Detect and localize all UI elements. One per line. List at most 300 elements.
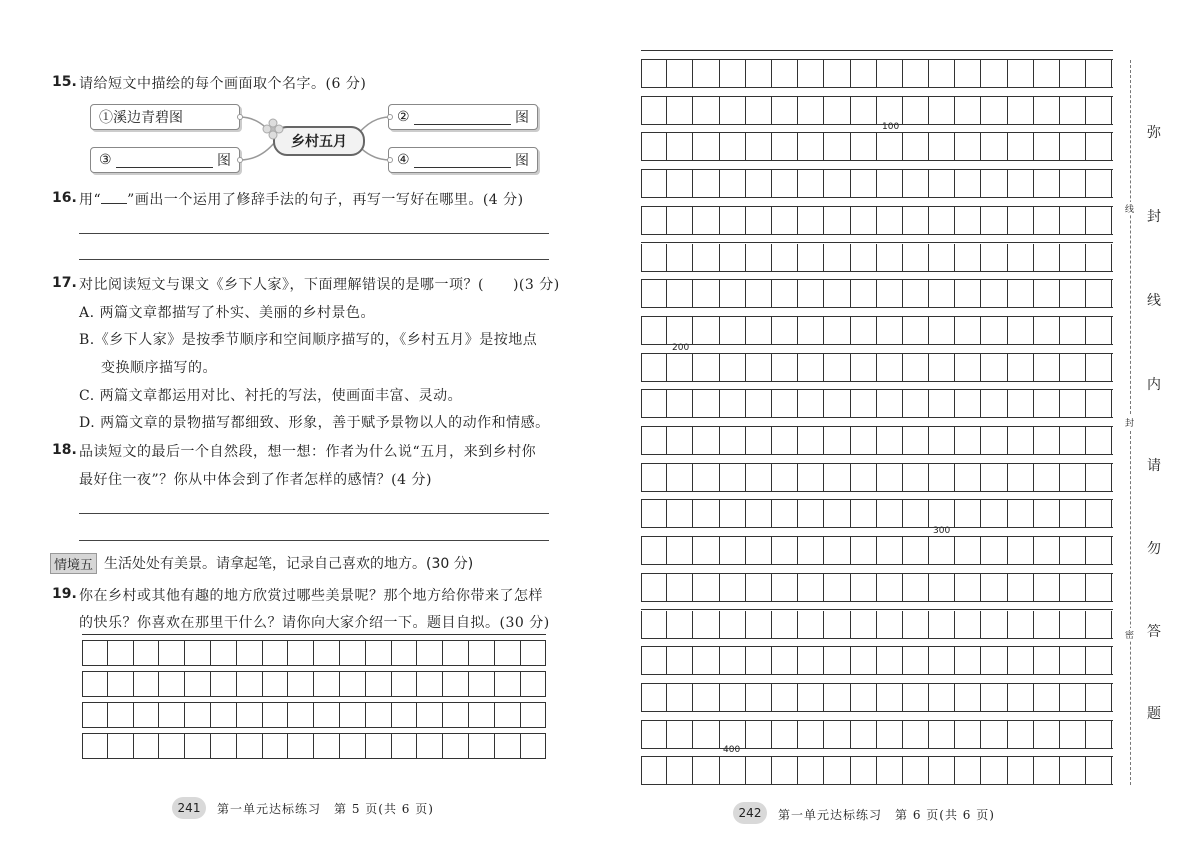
grid-cell[interactable] xyxy=(877,757,903,784)
grid-cell[interactable] xyxy=(693,317,719,344)
grid-cell[interactable] xyxy=(641,390,667,417)
grid-cell[interactable] xyxy=(82,641,108,665)
grid-cell[interactable] xyxy=(443,672,469,696)
grid-cell[interactable] xyxy=(641,427,667,454)
grid-cell[interactable] xyxy=(693,97,719,124)
grid-cell[interactable] xyxy=(851,721,877,748)
grid-cell[interactable] xyxy=(641,721,667,748)
grid-cell[interactable] xyxy=(1008,390,1034,417)
grid-cell[interactable] xyxy=(798,464,824,491)
grid-cell[interactable] xyxy=(981,537,1007,564)
grid-cell[interactable] xyxy=(877,280,903,307)
grid-cell[interactable] xyxy=(746,170,772,197)
grid-cell[interactable] xyxy=(1008,60,1034,87)
grid-cell[interactable] xyxy=(824,207,850,234)
grid-cell[interactable] xyxy=(824,390,850,417)
grid-cell[interactable] xyxy=(720,97,746,124)
grid-cell[interactable] xyxy=(495,734,521,758)
grid-cell[interactable] xyxy=(955,354,981,381)
grid-cell[interactable] xyxy=(667,354,693,381)
grid-cell[interactable] xyxy=(955,207,981,234)
grid-cell[interactable] xyxy=(929,170,955,197)
grid-cell[interactable] xyxy=(1060,207,1086,234)
grid-cell[interactable] xyxy=(720,757,746,784)
grid-cell[interactable] xyxy=(667,611,693,638)
grid-cell[interactable] xyxy=(1008,170,1034,197)
answer-blank-3[interactable] xyxy=(116,153,213,168)
grid-cell[interactable] xyxy=(903,97,929,124)
grid-cell[interactable] xyxy=(981,647,1007,674)
grid-cell[interactable] xyxy=(955,244,981,271)
grid-cell[interactable] xyxy=(903,537,929,564)
grid-cell[interactable] xyxy=(1060,317,1086,344)
grid-cell[interactable] xyxy=(929,611,955,638)
grid-cell[interactable] xyxy=(641,647,667,674)
grid-cell[interactable] xyxy=(798,611,824,638)
grid-cell[interactable] xyxy=(981,390,1007,417)
grid-cell[interactable] xyxy=(469,703,495,727)
grid-cell[interactable] xyxy=(981,721,1007,748)
grid-cell[interactable] xyxy=(772,574,798,601)
grid-cell[interactable] xyxy=(746,500,772,527)
grid-cell[interactable] xyxy=(1008,721,1034,748)
grid-cell[interactable] xyxy=(720,207,746,234)
grid-cell[interactable] xyxy=(108,703,134,727)
grid-cell[interactable] xyxy=(392,672,418,696)
grid-cell[interactable] xyxy=(720,170,746,197)
grid-cell[interactable] xyxy=(798,207,824,234)
grid-cell[interactable] xyxy=(641,244,667,271)
grid-cell[interactable] xyxy=(877,317,903,344)
grid-cell[interactable] xyxy=(134,672,160,696)
grid-cell[interactable] xyxy=(693,427,719,454)
grid-cell[interactable] xyxy=(746,464,772,491)
grid-cell[interactable] xyxy=(667,427,693,454)
grid-cell[interactable] xyxy=(340,672,366,696)
grid-cell[interactable] xyxy=(667,574,693,601)
grid-cell[interactable] xyxy=(1008,354,1034,381)
grid-cell[interactable] xyxy=(693,500,719,527)
grid-cell[interactable] xyxy=(1034,317,1060,344)
grid-cell[interactable] xyxy=(824,97,850,124)
grid-cell[interactable] xyxy=(981,354,1007,381)
grid-cell[interactable] xyxy=(720,464,746,491)
grid-cell[interactable] xyxy=(903,280,929,307)
grid-cell[interactable] xyxy=(263,672,289,696)
grid-cell[interactable] xyxy=(929,244,955,271)
grid-cell[interactable] xyxy=(720,280,746,307)
grid-cell[interactable] xyxy=(469,672,495,696)
answer-line[interactable] xyxy=(79,540,549,541)
grid-cell[interactable] xyxy=(746,244,772,271)
grid-cell[interactable] xyxy=(1086,574,1112,601)
grid-cell[interactable] xyxy=(1034,280,1060,307)
grid-cell[interactable] xyxy=(1060,647,1086,674)
grid-cell[interactable] xyxy=(1008,647,1034,674)
grid-cell[interactable] xyxy=(1086,280,1112,307)
grid-cell[interactable] xyxy=(903,721,929,748)
grid-cell[interactable] xyxy=(693,574,719,601)
grid-cell[interactable] xyxy=(877,170,903,197)
grid-cell[interactable] xyxy=(877,427,903,454)
grid-cell[interactable] xyxy=(746,647,772,674)
grid-cell[interactable] xyxy=(824,500,850,527)
grid-cell[interactable] xyxy=(981,280,1007,307)
grid-cell[interactable] xyxy=(1060,500,1086,527)
grid-cell[interactable] xyxy=(798,280,824,307)
grid-cell[interactable] xyxy=(824,427,850,454)
grid-cell[interactable] xyxy=(798,170,824,197)
grid-cell[interactable] xyxy=(720,317,746,344)
grid-cell[interactable] xyxy=(929,133,955,160)
grid-cell[interactable] xyxy=(877,97,903,124)
grid-cell[interactable] xyxy=(772,611,798,638)
grid-cell[interactable] xyxy=(693,244,719,271)
grid-cell[interactable] xyxy=(1008,244,1034,271)
grid-cell[interactable] xyxy=(746,97,772,124)
grid-cell[interactable] xyxy=(929,757,955,784)
grid-cell[interactable] xyxy=(824,537,850,564)
grid-cell[interactable] xyxy=(1008,133,1034,160)
grid-cell[interactable] xyxy=(641,60,667,87)
grid-cell[interactable] xyxy=(981,757,1007,784)
grid-cell[interactable] xyxy=(1008,317,1034,344)
grid-cell[interactable] xyxy=(798,721,824,748)
grid-cell[interactable] xyxy=(955,721,981,748)
grid-cell[interactable] xyxy=(955,317,981,344)
grid-cell[interactable] xyxy=(720,60,746,87)
grid-cell[interactable] xyxy=(667,280,693,307)
grid-cell[interactable] xyxy=(746,537,772,564)
answer-box-2[interactable] xyxy=(388,104,538,130)
grid-cell[interactable] xyxy=(693,60,719,87)
grid-cell[interactable] xyxy=(720,574,746,601)
grid-cell[interactable] xyxy=(929,647,955,674)
grid-cell[interactable] xyxy=(134,734,160,758)
grid-cell[interactable] xyxy=(981,427,1007,454)
grid-cell[interactable] xyxy=(693,390,719,417)
grid-cell[interactable] xyxy=(1060,133,1086,160)
grid-cell[interactable] xyxy=(877,354,903,381)
grid-cell[interactable] xyxy=(772,170,798,197)
grid-cell[interactable] xyxy=(903,684,929,711)
grid-cell[interactable] xyxy=(746,611,772,638)
grid-cell[interactable] xyxy=(824,280,850,307)
grid-cell[interactable] xyxy=(746,684,772,711)
grid-cell[interactable] xyxy=(641,464,667,491)
grid-cell[interactable] xyxy=(392,641,418,665)
grid-cell[interactable] xyxy=(798,133,824,160)
grid-cell[interactable] xyxy=(903,60,929,87)
grid-cell[interactable] xyxy=(521,734,547,758)
grid-cell[interactable] xyxy=(851,611,877,638)
grid-cell[interactable] xyxy=(1060,244,1086,271)
grid-cell[interactable] xyxy=(798,244,824,271)
grid-cell[interactable] xyxy=(981,611,1007,638)
grid-cell[interactable] xyxy=(417,672,443,696)
grid-cell[interactable] xyxy=(159,641,185,665)
grid-cell[interactable] xyxy=(877,647,903,674)
grid-cell[interactable] xyxy=(1086,464,1112,491)
grid-cell[interactable] xyxy=(1060,537,1086,564)
grid-cell[interactable] xyxy=(211,672,237,696)
grid-cell[interactable] xyxy=(340,703,366,727)
grid-cell[interactable] xyxy=(1008,684,1034,711)
grid-cell[interactable] xyxy=(1060,427,1086,454)
grid-cell[interactable] xyxy=(1060,97,1086,124)
grid-cell[interactable] xyxy=(903,133,929,160)
grid-cell[interactable] xyxy=(981,207,1007,234)
grid-cell[interactable] xyxy=(955,97,981,124)
grid-cell[interactable] xyxy=(108,672,134,696)
grid-cell[interactable] xyxy=(1086,721,1112,748)
grid-cell[interactable] xyxy=(955,684,981,711)
grid-cell[interactable] xyxy=(903,207,929,234)
grid-cell[interactable] xyxy=(1060,721,1086,748)
grid-cell[interactable] xyxy=(720,354,746,381)
grid-cell[interactable] xyxy=(955,537,981,564)
grid-cell[interactable] xyxy=(798,684,824,711)
grid-cell[interactable] xyxy=(772,647,798,674)
grid-cell[interactable] xyxy=(824,244,850,271)
grid-cell[interactable] xyxy=(237,703,263,727)
grid-cell[interactable] xyxy=(877,60,903,87)
grid-cell[interactable] xyxy=(211,734,237,758)
grid-cell[interactable] xyxy=(772,354,798,381)
grid-cell[interactable] xyxy=(1034,647,1060,674)
grid-cell[interactable] xyxy=(1034,427,1060,454)
grid-cell[interactable] xyxy=(288,703,314,727)
grid-cell[interactable] xyxy=(667,244,693,271)
grid-cell[interactable] xyxy=(720,244,746,271)
grid-cell[interactable] xyxy=(903,647,929,674)
grid-cell[interactable] xyxy=(772,721,798,748)
grid-cell[interactable] xyxy=(1008,464,1034,491)
grid-cell[interactable] xyxy=(667,500,693,527)
grid-cell[interactable] xyxy=(1086,207,1112,234)
grid-cell[interactable] xyxy=(1086,500,1112,527)
grid-cell[interactable] xyxy=(772,207,798,234)
grid-cell[interactable] xyxy=(720,611,746,638)
grid-cell[interactable] xyxy=(288,672,314,696)
grid-cell[interactable] xyxy=(1034,684,1060,711)
grid-cell[interactable] xyxy=(877,574,903,601)
grid-cell[interactable] xyxy=(981,244,1007,271)
answer-line[interactable] xyxy=(79,259,549,260)
grid-cell[interactable] xyxy=(772,500,798,527)
grid-cell[interactable] xyxy=(1060,757,1086,784)
grid-cell[interactable] xyxy=(903,757,929,784)
grid-cell[interactable] xyxy=(185,703,211,727)
grid-cell[interactable] xyxy=(720,647,746,674)
grid-cell[interactable] xyxy=(955,60,981,87)
grid-cell[interactable] xyxy=(929,721,955,748)
grid-cell[interactable] xyxy=(237,641,263,665)
grid-cell[interactable] xyxy=(1086,60,1112,87)
grid-cell[interactable] xyxy=(851,464,877,491)
grid-cell[interactable] xyxy=(772,97,798,124)
grid-cell[interactable] xyxy=(955,280,981,307)
grid-cell[interactable] xyxy=(693,537,719,564)
grid-cell[interactable] xyxy=(1008,97,1034,124)
grid-cell[interactable] xyxy=(366,672,392,696)
grid-cell[interactable] xyxy=(824,574,850,601)
grid-cell[interactable] xyxy=(185,672,211,696)
grid-cell[interactable] xyxy=(417,734,443,758)
grid-cell[interactable] xyxy=(1034,500,1060,527)
grid-cell[interactable] xyxy=(159,672,185,696)
grid-cell[interactable] xyxy=(720,427,746,454)
grid-cell[interactable] xyxy=(641,317,667,344)
grid-cell[interactable] xyxy=(929,354,955,381)
grid-cell[interactable] xyxy=(82,703,108,727)
grid-cell[interactable] xyxy=(929,537,955,564)
grid-cell[interactable] xyxy=(185,641,211,665)
grid-cell[interactable] xyxy=(314,734,340,758)
grid-cell[interactable] xyxy=(851,354,877,381)
grid-cell[interactable] xyxy=(1008,427,1034,454)
grid-cell[interactable] xyxy=(667,721,693,748)
grid-cell[interactable] xyxy=(955,574,981,601)
grid-cell[interactable] xyxy=(824,757,850,784)
grid-cell[interactable] xyxy=(134,703,160,727)
grid-cell[interactable] xyxy=(667,757,693,784)
grid-cell[interactable] xyxy=(981,574,1007,601)
grid-cell[interactable] xyxy=(693,354,719,381)
grid-cell[interactable] xyxy=(981,500,1007,527)
grid-cell[interactable] xyxy=(1060,574,1086,601)
grid-cell[interactable] xyxy=(903,427,929,454)
grid-cell[interactable] xyxy=(366,734,392,758)
grid-cell[interactable] xyxy=(641,684,667,711)
grid-cell[interactable] xyxy=(392,734,418,758)
grid-cell[interactable] xyxy=(288,734,314,758)
grid-cell[interactable] xyxy=(929,97,955,124)
grid-cell[interactable] xyxy=(798,427,824,454)
grid-cell[interactable] xyxy=(824,647,850,674)
grid-cell[interactable] xyxy=(877,207,903,234)
grid-cell[interactable] xyxy=(211,703,237,727)
grid-cell[interactable] xyxy=(903,500,929,527)
grid-cell[interactable] xyxy=(443,734,469,758)
grid-cell[interactable] xyxy=(772,60,798,87)
grid-cell[interactable] xyxy=(772,390,798,417)
grid-cell[interactable] xyxy=(693,170,719,197)
grid-cell[interactable] xyxy=(667,207,693,234)
grid-cell[interactable] xyxy=(1034,464,1060,491)
grid-cell[interactable] xyxy=(469,641,495,665)
grid-cell[interactable] xyxy=(263,641,289,665)
grid-cell[interactable] xyxy=(521,672,547,696)
grid-cell[interactable] xyxy=(1034,207,1060,234)
grid-cell[interactable] xyxy=(720,684,746,711)
grid-cell[interactable] xyxy=(1086,133,1112,160)
answer-box-4[interactable] xyxy=(388,147,538,173)
grid-cell[interactable] xyxy=(1034,97,1060,124)
grid-cell[interactable] xyxy=(1034,757,1060,784)
grid-cell[interactable] xyxy=(1060,170,1086,197)
grid-cell[interactable] xyxy=(1034,611,1060,638)
grid-cell[interactable] xyxy=(159,734,185,758)
grid-cell[interactable] xyxy=(877,390,903,417)
grid-cell[interactable] xyxy=(693,207,719,234)
grid-cell[interactable] xyxy=(82,672,108,696)
grid-cell[interactable] xyxy=(693,721,719,748)
grid-cell[interactable] xyxy=(877,500,903,527)
grid-cell[interactable] xyxy=(746,574,772,601)
grid-cell[interactable] xyxy=(693,464,719,491)
grid-cell[interactable] xyxy=(772,684,798,711)
grid-cell[interactable] xyxy=(82,734,108,758)
grid-cell[interactable] xyxy=(1034,354,1060,381)
grid-cell[interactable] xyxy=(851,317,877,344)
grid-cell[interactable] xyxy=(417,703,443,727)
grid-cell[interactable] xyxy=(1008,500,1034,527)
grid-cell[interactable] xyxy=(641,537,667,564)
grid-cell[interactable] xyxy=(720,390,746,417)
grid-cell[interactable] xyxy=(1060,464,1086,491)
grid-cell[interactable] xyxy=(851,537,877,564)
grid-cell[interactable] xyxy=(392,703,418,727)
grid-cell[interactable] xyxy=(1008,757,1034,784)
grid-cell[interactable] xyxy=(877,244,903,271)
question-17-option-b[interactable]: B.《乡下人家》是按季节顺序和空间顺序描写的，《乡村五月》是按地点 xyxy=(79,332,538,348)
grid-cell[interactable] xyxy=(851,574,877,601)
grid-cell[interactable] xyxy=(798,757,824,784)
grid-cell[interactable] xyxy=(1086,97,1112,124)
grid-cell[interactable] xyxy=(314,641,340,665)
grid-cell[interactable] xyxy=(366,641,392,665)
grid-cell[interactable] xyxy=(1060,684,1086,711)
grid-cell[interactable] xyxy=(824,721,850,748)
grid-cell[interactable] xyxy=(667,133,693,160)
grid-cell[interactable] xyxy=(667,60,693,87)
grid-cell[interactable] xyxy=(134,641,160,665)
grid-cell[interactable] xyxy=(641,133,667,160)
grid-cell[interactable] xyxy=(1034,721,1060,748)
grid-cell[interactable] xyxy=(929,574,955,601)
question-17-option-a[interactable]: A. 两篇文章都描写了朴实、美丽的乡村景色。 xyxy=(79,305,376,321)
grid-cell[interactable] xyxy=(1034,244,1060,271)
grid-cell[interactable] xyxy=(314,672,340,696)
grid-cell[interactable] xyxy=(903,611,929,638)
grid-cell[interactable] xyxy=(443,641,469,665)
grid-cell[interactable] xyxy=(824,170,850,197)
grid-cell[interactable] xyxy=(641,207,667,234)
grid-cell[interactable] xyxy=(521,641,547,665)
question-17-option-c[interactable]: C. 两篇文章都运用对比、衬托的写法，使画面丰富、灵动。 xyxy=(79,388,463,404)
grid-cell[interactable] xyxy=(667,390,693,417)
grid-cell[interactable] xyxy=(693,611,719,638)
grid-cell[interactable] xyxy=(929,390,955,417)
grid-cell[interactable] xyxy=(1034,390,1060,417)
grid-cell[interactable] xyxy=(772,537,798,564)
grid-cell[interactable] xyxy=(641,170,667,197)
grid-cell[interactable] xyxy=(314,703,340,727)
grid-cell[interactable] xyxy=(185,734,211,758)
grid-cell[interactable] xyxy=(1060,611,1086,638)
grid-cell[interactable] xyxy=(693,647,719,674)
grid-cell[interactable] xyxy=(798,647,824,674)
grid-cell[interactable] xyxy=(641,757,667,784)
answer-line[interactable] xyxy=(79,233,549,234)
grid-cell[interactable] xyxy=(495,703,521,727)
grid-cell[interactable] xyxy=(851,60,877,87)
grid-cell[interactable] xyxy=(798,390,824,417)
grid-cell[interactable] xyxy=(981,317,1007,344)
grid-cell[interactable] xyxy=(851,244,877,271)
grid-cell[interactable] xyxy=(237,734,263,758)
